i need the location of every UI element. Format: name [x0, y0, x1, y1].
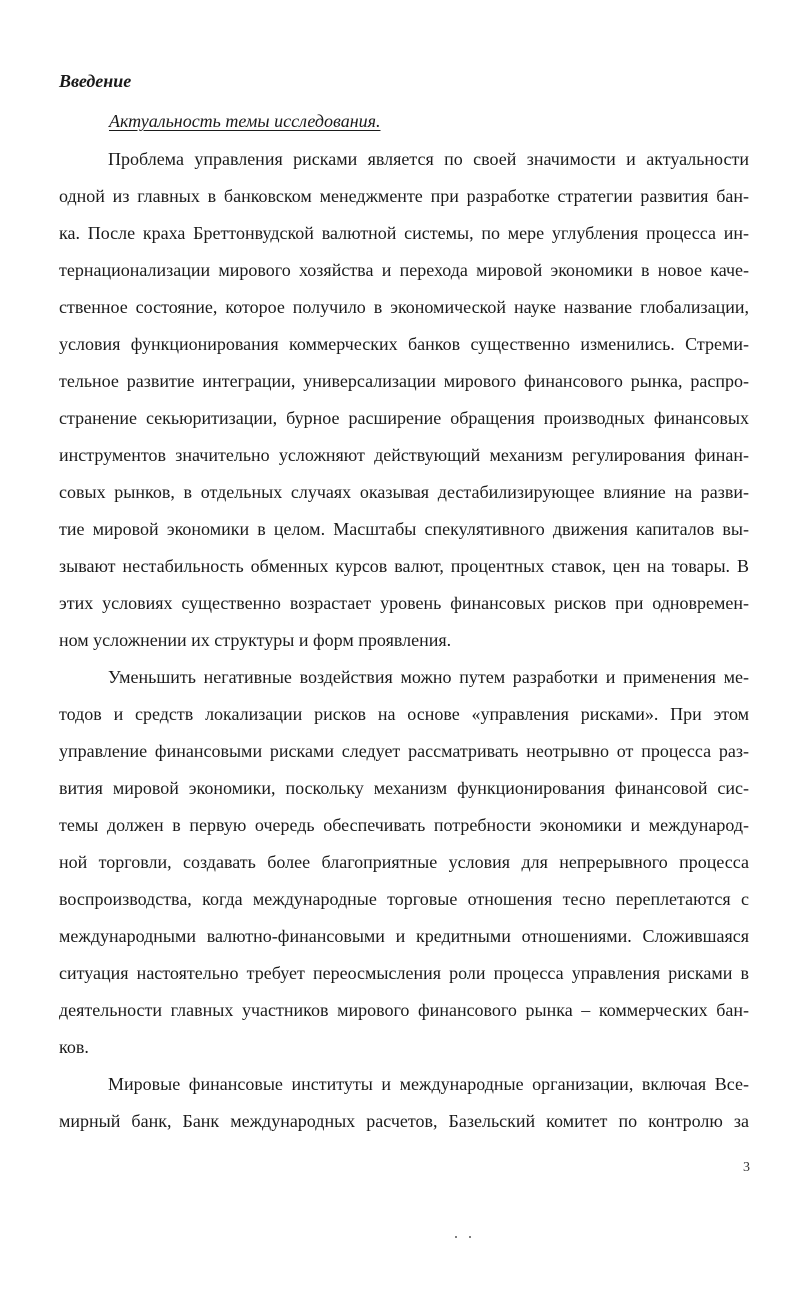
paragraph-2-line: международными валютно-финансовыми и кредитными отношениями. Сложившаяся [59, 926, 749, 946]
paragraph-2-line: управление финансовыми рисками следует рассматривать неотрывно от процесса раз- [59, 741, 749, 761]
section-subheading: Актуальность темы исследования. [109, 111, 381, 131]
paragraph-1-line: зывают нестабильность обменных курсов валют, процентных ставок, цен на товары. В [59, 556, 749, 576]
paragraph-2-line: Уменьшить негативные воздействия можно путем разработки и применения ме- [108, 667, 749, 687]
paragraph-2-line: ков. [59, 1037, 89, 1057]
paragraph-3-line: мирный банк, Банк международных расчетов, Базельский комитет по контролю за [59, 1111, 749, 1131]
paragraph-2-line: деятельности главных участников мирового финансового рынка – коммерческих бан- [59, 1000, 749, 1020]
paragraph-1-line: ка. После краха Бреттонвудской валютной системы, по мере углубления процесса ин- [59, 223, 749, 243]
section-heading: Введение [59, 71, 132, 91]
paragraph-1-line: тельное развитие интеграции, универсализации мирового финансового рынка, распро- [59, 371, 749, 391]
paragraph-1-line: странение секьюритизации, бурное расширение обращения производных финансовых [59, 408, 749, 428]
paragraph-2-line: ной торговли, создавать более благоприятные условия для непрерывного процесса [59, 852, 749, 872]
paragraph-2-line: ситуация настоятельно требует переосмысления роли процесса управления рисками в [59, 963, 749, 983]
scan-artifact [455, 1236, 475, 1242]
paragraph-2-line: тодов и средств локализации рисков на основе «управления рисками». При этом [59, 704, 749, 724]
paragraph-1-line: этих условиях существенно возрастает уровень финансовых рисков при одновремен- [59, 593, 749, 613]
paragraph-1-line: ственное состояние, которое получило в экономической науке название глобализации, [59, 297, 749, 317]
paragraph-1-line: совых рынков, в отдельных случаях оказывая дестабилизирующее влияние на разви- [59, 482, 749, 502]
paragraph-3-line: Мировые финансовые институты и международные организации, включая Все- [108, 1074, 749, 1094]
paragraph-1-line: ном усложнении их структуры и форм проявления. [59, 630, 452, 650]
paragraph-1-line: одной из главных в банковском менеджменте при разработке стратегии развития бан- [59, 186, 749, 206]
paragraph-1-line: Проблема управления рисками является по своей значимости и актуальности [108, 149, 749, 169]
paragraph-2-line: вития мировой экономики, поскольку механизм функционирования финансовой сис- [59, 778, 749, 798]
paragraph-2-line: темы должен в первую очередь обеспечивать потребности экономики и международ- [59, 815, 749, 835]
paragraph-2-line: воспроизводства, когда международные торговые отношения тесно переплетаются с [59, 889, 749, 909]
paragraph-1-line: условия функционирования коммерческих банков существенно изменились. Стреми- [59, 334, 749, 354]
paragraph-1-line: тернационализации мирового хозяйства и перехода мировой экономики в новое каче- [59, 260, 749, 280]
paragraph-1-line: инструментов значительно усложняют действующий механизм регулирования финан- [59, 445, 749, 465]
page-number: 3 [743, 1160, 750, 1175]
paragraph-1-line: тие мировой экономики в целом. Масштабы спекулятивного движения капиталов вы- [59, 519, 749, 539]
